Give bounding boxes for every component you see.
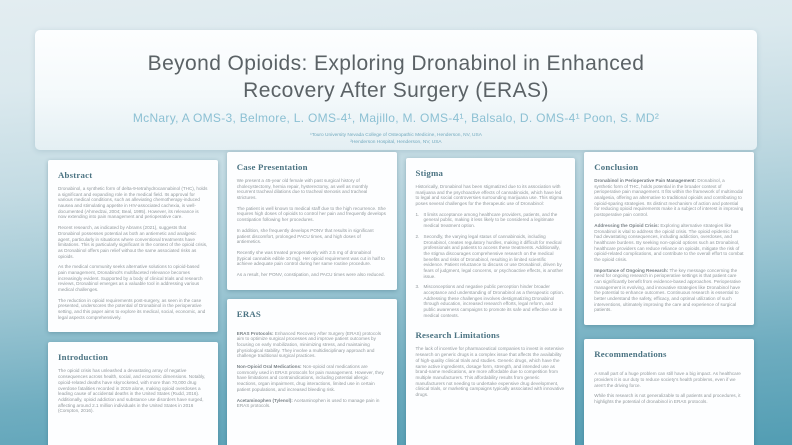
eras-card	[227, 299, 397, 445]
conclusion-paragraph-text: Exploring alternative strategies like Dronabinol is vital to address the opioid crisis. The opioid epidemic has had devastating consequences, including addiction, overdoses, and healthcare burdens. By seeking non-opioid options such as Dronabinol, healthcare providers can reduce reliance on opioids, mitigate the risk of opioid-related complications, and contribute to the overall effort to combat the opioid crisis.	[594, 222, 744, 262]
eras-paragraph	[237, 331, 387, 359]
eras-paragraph-text: Enhanced Recovery After Surgery (ERAS) protocols aim to optimize surgical processes and improve patient outcomes by focusing on early mobilization, minimizing stress, and maintaining physiological stability. They involve a multidisciplinary approach and challenge traditional surgical practices.	[236, 330, 382, 359]
introduction-heading: Introduction	[58, 352, 109, 363]
conclusion-paragraph-lead: Importance of Ongoing Research:	[594, 267, 669, 273]
conclusion-paragraph-text: The key message concerning the need for ongoing research in perioperative settings is that patient care can significantly benefit from evidence-based approaches. Perioperative management is evolving, and innovative strategies like Dronabinol have the potential to enhance outcomes. Continuous research is essential to better understand the safety, efficacy, and optimal utilization of such interventions, ultimately improving the care and experience of surgical patients.	[594, 267, 741, 313]
introduction-paragraph: The opioid crisis has unleashed a devastating array of negative consequences across health, social, and economic dimensions. Notably, opioid-related deaths have skyrocketed, with more than 70,000 drug overdose fatalities recorded in 2019 alone, making opioid overdoses a leading cause of accidental deaths in the United States (Rudd, 2016). Additionally, opioid addiction and substance use disorders have surged, affecting around 2.1 million individuals in the United States in 2016 (Compton, 2016).	[58, 368, 206, 414]
conclusion-card	[584, 152, 754, 325]
case-presentation-paragraph: As a result, her PONV, constipation, and PACU times were also reduced.	[236, 271, 385, 277]
recommendations-heading: Recommendations	[594, 349, 667, 360]
column-3	[406, 152, 576, 445]
case-presentation-paragraph: In addition, she frequently develops PONV that results in significant patient discomfort, prolonged PACU times, and high doses of antiemetics.	[236, 227, 374, 245]
stigma-list-item	[416, 284, 566, 318]
abstract-card	[48, 160, 218, 332]
abstract-paragraph: The reduction in opioid requirements post-surgery, as seen in the case presented, underscores the potential of Dronabinol in the perioperative setting, and this paper aims to explore its medical, social, economic, and legal aspects comprehensively.	[58, 297, 206, 320]
affiliation-line-1: ¹Touro University Nevada College of Osteopathic Medicine, Henderson, NV, USA	[310, 132, 482, 138]
case-presentation-paragraph: The patient is well known to medical staff due to the high recurrence. She requires high doses of opioids to control her pain and frequently develops constipation following her procedures.	[236, 205, 386, 223]
eras-heading: ERAS	[236, 308, 262, 319]
eras-paragraph	[237, 364, 387, 392]
conclusion-paragraph	[594, 178, 744, 218]
stigma-list-item	[416, 234, 566, 280]
conclusion-paragraph-lead: Dronabinol in Perioperative Pain Management:	[594, 178, 697, 183]
list-number: 3.	[415, 284, 420, 290]
poster-affiliations	[35, 132, 757, 147]
conclusion-paragraph-text: Dronabinol, a synthetic form of THC, holds potential in the broader context of perioperative pain management. It fits within the framework of multimodal analgesia, offering an alternative to traditional opioids and contributing to opioid-sparing strategies. Its distinct mechanism of action and potential for reducing opioid requirements make it a subject of interest in improving postoperative pain control.	[594, 178, 744, 218]
eras-paragraph-lead: Non-Opioid Oral Medications:	[236, 364, 302, 370]
abstract-paragraph: Recent research, as indicated by Abrams (2021), suggests that Dronabinol possesses potential as both an antiemetic and analgesic agent, particularly in situations where conventional treatments have limitations. This is particularly significant in the context of the opioid crisis, as Dronabinol offers pain relief without the same associated risks as opioids.	[58, 225, 208, 259]
stigma-heading: Stigma	[415, 168, 444, 178]
column-4	[584, 152, 754, 445]
eras-paragraph-lead: ERAS Protocols:	[236, 330, 274, 336]
research-limitations-heading: Research Limitations	[415, 330, 500, 341]
conclusion-heading: Conclusion	[594, 162, 639, 172]
column-2	[227, 152, 397, 445]
recommendations-paragraph: While this research is not generalizable to all patients and procedures, it highlights the potential of dronabinol in ERAS protocols.	[594, 393, 741, 404]
conclusion-paragraph	[594, 223, 744, 263]
eras-paragraph-lead: Acetaminophen (Tylenol):	[236, 397, 293, 403]
eras-paragraph-text: Acetaminophen is used to manage pain in ERAS protocols.	[236, 397, 380, 409]
stigma-list-item-text: Secondly, the varying legal status of cannabinoids, including Dronabinol, creates regulatory hurdles, making it difficult for medical professionals and patients to access these treatments. Additionally, the stigma discourages comprehensive research on the medical benefits and risks of Dronabinol, resulting in limited scientific evidence. Patient reluctance to discuss or use Dronabinol, driven by fears of judgment, legal concerns, or psychoactive effects, is another issue.	[423, 233, 564, 279]
list-number: 2.	[415, 233, 420, 239]
poster-header	[35, 30, 757, 150]
stigma-research-card	[406, 158, 576, 445]
conclusion-paragraph-lead: Addressing the Opioid Crisis:	[594, 222, 660, 228]
abstract-heading: Abstract	[58, 170, 93, 180]
case-presentation-paragraph: Recently she was treated preoperatively with 2.5 mg of dronabinol (typical cannabis edible 10 mg). Her opioid requirement was cut in half to achieve adequate pain control during her same routine procedure.	[236, 249, 385, 267]
stigma-list-item-text: It limits acceptance among healthcare providers, patients, and the general public, making it less likely to be considered a legitimate medical treatment option.	[423, 211, 558, 229]
introduction-card	[48, 342, 218, 445]
abstract-paragraph: Dronabinol, a synthetic form of delta-9-tetrahydrocannabinol (THC), holds a significant and expanding role in the medical field. Its approval for various medical conditions, such as alleviating chemotherapy-induced nausea and stimulating appetite in HIV-associated cachexia, is well-documented (Ahmedzai, 2004; Beal, 1995). However, its relevance is now extending into pain management and perioperative care.	[58, 186, 208, 220]
poster-authors: McNary, A OMS-3, Belmore, L. OMS-4¹, Majillo, M. OMS-4¹, Balsalo, D. OMS-4¹ Poon, S. MD²	[132, 110, 660, 125]
column-1	[48, 152, 218, 445]
poster-columns	[48, 152, 754, 445]
case-presentation-heading: Case Presentation	[236, 162, 308, 172]
recommendations-card	[584, 339, 754, 445]
eras-paragraph-text: Non-opioid oral medications are commonly used in ERAS protocols for pain management. However, they have limitations and contraindications, including potential allergic reactions, organ impairment, drug interactions, limited use in certain patient populations, and increased bleeding risk.	[236, 364, 384, 392]
case-presentation-card	[227, 152, 397, 290]
research-limitations-paragraph: The lack of incentive for pharmaceutical companies to invest in extensive research on generic drugs is a complex issue that affects the availability of high-quality clinical trials and studies. Generic drugs, which have the same active ingredients, dosage form, strength, and intended use as brand-name medications, are more affordable due to competition from multiple manufacturers. This affordability results from generic manufacturers not needing to undertake expensive drug development, clinical trials, or marketing campaigns typically associated with innovative drugs.	[415, 346, 565, 397]
case-presentation-paragraph: We present a 45-year old female with past surgical history of cholecystectomy, hernia repair, hysterectomy, as well as monthly recurrent tracheal dilations due to tracheal stenosis and tracheal strictures.	[236, 178, 369, 201]
poster-title: Beyond Opioids: Exploring Dronabinol in Enhanced Recovery After Surgery (ERAS)	[147, 52, 645, 103]
abstract-paragraph: As the medical community seeks alternative solutions to opioid-based pain management, Dronabinol's multifaceted relevance becomes increasingly evident. Supported by a body of clinical trials and research reviews, Dronabinol emerges as a valuable tool in addressing various medical challenges.	[58, 264, 203, 292]
stigma-list-item-text: Misconceptions and negative public perception hinder broader acceptance and understanding of Dronabinol as a therapeutic option. Addressing these challenges involves destigmatizing Dronabinol through education, increased research efforts, legal reform, and public awareness campaigns to promote its safe and effective use in medical contexts.	[423, 284, 564, 318]
eras-paragraph	[237, 398, 387, 409]
affiliation-line-2: ²Henderson Hospital, Henderson, NV, USA	[350, 140, 442, 146]
list-number: 1.	[415, 211, 420, 217]
stigma-list-item	[416, 212, 566, 229]
stigma-intro-paragraph: Historically, Dronabinol has been stigmatized due to its association with marijuana and the psychoactive effects of cannabinoids, which have led to legal and social controversies surrounding marijuana use. This stigma poses several challenges for the therapeutic use of Dronabinol:	[415, 184, 563, 207]
conclusion-paragraph	[594, 268, 744, 314]
recommendations-paragraph: A small part of a huge problem can still have a big impact. As healthcare providers it is our duty to reduce society's health problems, even if we aren't the driving force.	[594, 371, 741, 388]
